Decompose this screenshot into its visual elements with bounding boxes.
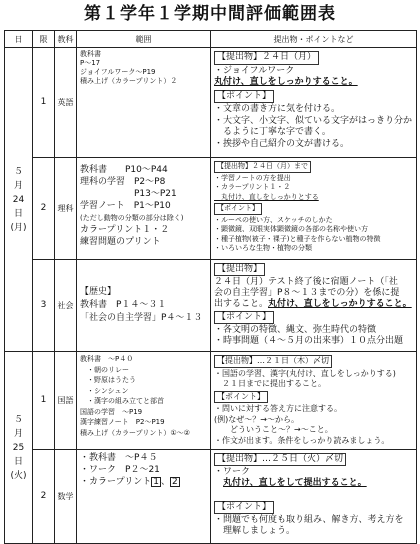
point-line: ・大文字、小文字、似ている文字がはっきり分か (214, 115, 413, 126)
submit-line: ・国語の学習、漢字(丸付け、直しをしっかりする) (214, 368, 396, 378)
submit-heading: 【提出物】２４日（月）まで (214, 161, 311, 173)
range-line: ・シンシュン (80, 386, 129, 395)
range-line: 「社会の自主学習」P４～１３ (80, 313, 203, 323)
range-line: ・漢字の組み立てと部首 (80, 397, 164, 405)
date-cell-day2 (5, 352, 33, 544)
table-row (5, 450, 417, 544)
point-line: るように丁寧な字で書く。 (214, 127, 331, 137)
date-cell-day1 (5, 48, 33, 352)
range-line: ・朝のリレー (80, 365, 129, 374)
subject-cell: 数学 (55, 450, 77, 544)
range-line: カラープリント１・２ (80, 225, 170, 235)
date-line: ５ (13, 414, 23, 425)
point-line: ・作文が出ます。条件をしっかり読みましょう。 (214, 435, 390, 445)
submit-line: 丸付け、直しをしっかりとする (214, 192, 319, 201)
submit-line: ・ジョイフルワーク (214, 65, 295, 76)
submit-cell (211, 450, 417, 544)
range-text: カラープリント (89, 477, 152, 487)
date-line: 日 (13, 456, 23, 467)
date-line: (月) (10, 222, 27, 233)
print-number-box: 2 (171, 477, 178, 487)
spacer (214, 489, 413, 500)
point-line: ・問いに対する答え方に注意する。 (214, 404, 342, 413)
header-submit: 提出物・ポイントなど (211, 31, 417, 48)
point-line: どういうこと～？→～こと。 (214, 425, 333, 434)
exam-range-table (4, 30, 417, 544)
range-line: 学習ノート P1～P10 (80, 201, 171, 211)
period-cell: 2 (33, 158, 55, 260)
submit-cell (211, 48, 417, 158)
point-line: ・問題でも何度も取り組み、解き方、考え方を (214, 515, 404, 525)
range-line: P～17 (80, 59, 101, 67)
submit-heading: 【提出物】…２１日（木）〆切 (214, 355, 332, 368)
range-cell (77, 158, 211, 260)
range-line: (ただし動物の分類の部分は除く) (80, 214, 184, 222)
submit-heading: 【提出物】…２５日（火）〆切 (214, 453, 346, 466)
header-period: 限 (33, 31, 55, 48)
table-row (5, 48, 417, 158)
range-line: 教科書 ～P４０ (80, 355, 134, 363)
point-line: ・ルーペの使い方、スケッチのしかた (214, 215, 333, 224)
range-line: ・教科書 ～P４５ (80, 453, 158, 463)
range-line: 積み上げ（カラープリント）２ (80, 77, 178, 85)
range-cell (77, 450, 211, 544)
submit-line (214, 299, 413, 310)
point-line: ・種子植物(被子・裸子)と種子を作らない植物の特徴 (214, 234, 381, 243)
range-line: 教科書 P10～P44 (80, 165, 168, 175)
point-line: ・挨拶や自己紹介の文が書ける。 (214, 138, 350, 149)
range-cell (77, 48, 211, 158)
date-line: 25 (12, 442, 25, 453)
header-subject: 教科 (55, 31, 77, 48)
range-line: 理科の学習 P2～P8 (80, 177, 166, 187)
table-header-row (5, 31, 417, 48)
header-day: 日 (5, 31, 33, 48)
submit-line: ２１日までに提出すること。 (214, 379, 326, 388)
date-line: 月 (13, 180, 23, 191)
point-line: ・いろいろな生物・植物の分類 (214, 244, 312, 252)
range-cell (77, 352, 211, 450)
table-row (5, 352, 417, 450)
range-line: P13～P21 (80, 189, 177, 199)
header-range: 範囲 (77, 31, 211, 48)
submit-line: ２４日（月）テスト終了後に宿題ノート（「社 (214, 277, 398, 287)
point-line: ・顕微鏡、双眼実体顕微鏡の各部の名称や使い方 (214, 225, 368, 233)
submit-line: ・カラープリント１・２ (214, 183, 291, 191)
submit-cell (211, 158, 417, 260)
period-cell: 2 (33, 450, 55, 544)
point-line: ・各文明の特徴、縄文、弥生時代の特徴 (214, 325, 377, 335)
point-line: ・文章の書き方に気を付ける。 (214, 104, 341, 114)
range-line: 国語の学習 ～P19 (80, 407, 143, 416)
subject-cell: 理科 (55, 158, 77, 260)
period-cell: 1 (33, 48, 55, 158)
table-row (5, 260, 417, 352)
points-heading: 【ポイント】 (214, 501, 274, 514)
date-line: ５ (13, 166, 23, 177)
point-line: (例)なぜ～？→～から。 (214, 414, 299, 424)
table-row (5, 158, 417, 260)
submit-emphasis: 丸付け、直しをしっかりすること。 (268, 299, 412, 309)
points-heading: 【ポイント】 (214, 311, 274, 324)
date-line: (火) (10, 470, 27, 481)
points-heading: 【ポイント】 (214, 203, 262, 215)
range-line: ・ワーク P２～21 (80, 465, 160, 475)
range-cell (77, 260, 211, 352)
points-heading: 【ポイント】 (214, 90, 274, 104)
submit-line: 会の自主学習」P８～１３までの分）を係に提 (214, 288, 400, 298)
points-heading: 【ポイント】 (214, 391, 268, 404)
range-line: ジョイフルワーク～P19 (80, 68, 156, 76)
point-line: 理解しましょう。 (214, 526, 296, 536)
range-line: 積み上げ（カラープリント）①～② (80, 428, 190, 437)
date-line: 月 (13, 428, 23, 439)
date-line: 日 (13, 208, 23, 219)
submit-heading: 【提出物】 (214, 263, 265, 276)
range-line: 教科書 P１４～３１ (80, 300, 167, 310)
date-line: 24 (12, 194, 25, 205)
submit-line: ・ワーク (214, 467, 251, 477)
subject-cell: 国語 (55, 352, 77, 450)
submit-tail: 出すること。 (214, 299, 269, 309)
range-line: 【歴史】 (80, 287, 117, 297)
submit-line: ・学習ノートの方を提出 (214, 173, 291, 182)
submit-heading: 【提出物】２４日（月） (214, 51, 319, 65)
range-text: 教科書 ～P４５ (89, 453, 158, 463)
range-line: ・カラープリント 1 、 2 (80, 477, 178, 487)
range-line: 練習問題のプリント (80, 237, 161, 247)
range-text: ワーク P２～21 (89, 465, 160, 475)
range-line: 漢字練習ノート P2～P19 (80, 418, 165, 426)
point-line: ・時事問題（４～５月の出来事）１０点分出題 (214, 336, 404, 346)
print-number-box: 1 (153, 477, 159, 487)
subject-cell: 英語 (55, 48, 77, 158)
submit-cell (211, 260, 417, 352)
submit-emphasis: 丸付け、直しをしっかりすること。 (214, 77, 358, 87)
range-line: 教科書 (80, 50, 101, 58)
range-line: ・野原はうたう (80, 376, 136, 384)
submit-emphasis: 丸付け、直しをして提出すること。 (223, 478, 367, 488)
submit-cell (211, 352, 417, 450)
period-cell: 1 (33, 352, 55, 450)
period-cell: 3 (33, 260, 55, 352)
page-title: 第１学年１学期中間評価範囲表 (84, 4, 336, 24)
subject-cell: 社会 (55, 260, 77, 352)
